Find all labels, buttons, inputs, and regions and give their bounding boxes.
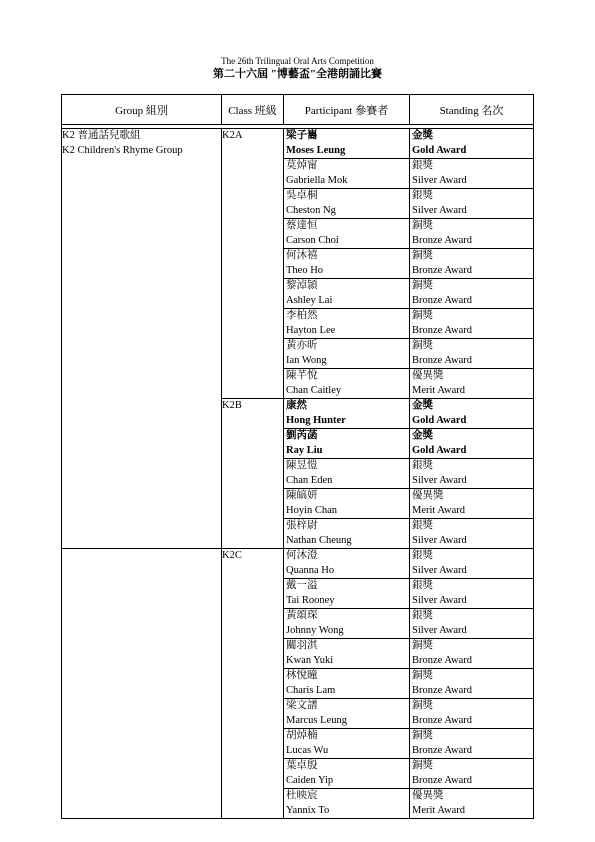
- group-name-chinese: K2 普通話兒歌組: [62, 130, 141, 141]
- participant-name-chinese: 李柏然: [286, 310, 318, 321]
- column-header-class: Class 班級: [222, 95, 284, 125]
- award-english: Bronze Award: [412, 354, 472, 366]
- standing-cell: [410, 639, 534, 669]
- participant-cell: [284, 699, 410, 729]
- award-english: Merit Award: [412, 804, 465, 816]
- participant-name-chinese: 陳芊悅: [286, 370, 318, 381]
- award-chinese: 金獎: [412, 130, 433, 141]
- results-body: [62, 129, 534, 819]
- award-english: Bronze Award: [412, 654, 472, 666]
- participant-cell: [284, 309, 410, 339]
- participant-name-english: Ashley Lai: [286, 294, 333, 306]
- award-english: Silver Award: [412, 564, 467, 576]
- standing-cell: [410, 549, 534, 579]
- participant-name-english: Ray Liu: [286, 444, 323, 456]
- participant-name-chinese: 黎淖頴: [286, 280, 318, 291]
- class-cell: K2A: [222, 129, 284, 399]
- participant-name-chinese: 梁文譜: [286, 700, 318, 711]
- award-chinese: 金獎: [412, 430, 433, 441]
- award-english: Silver Award: [412, 174, 467, 186]
- standing-cell: [410, 759, 534, 789]
- participant-cell: [284, 729, 410, 759]
- participant-name-english: Carson Choi: [286, 234, 339, 246]
- standing-cell: [410, 579, 534, 609]
- award-chinese: 銅獎: [412, 220, 433, 231]
- group-cell: [62, 129, 222, 549]
- participant-cell: [284, 249, 410, 279]
- award-chinese: 銀獎: [412, 520, 433, 531]
- participant-cell: [284, 549, 410, 579]
- participant-name-english: Chan Caitley: [286, 384, 342, 396]
- award-english: Silver Award: [412, 624, 467, 636]
- participant-name-english: Caiden Yip: [286, 774, 334, 786]
- award-chinese: 銅獎: [412, 250, 433, 261]
- group-name-english: K2 Children's Rhyme Group: [62, 144, 183, 156]
- award-english: Bronze Award: [412, 324, 472, 336]
- participant-cell: [284, 579, 410, 609]
- award-english: Gold Award: [412, 444, 467, 456]
- participant-cell: [284, 369, 410, 399]
- standing-cell: [410, 789, 534, 819]
- participant-name-english: Johnny Wong: [286, 624, 344, 636]
- participant-name-english: Moses Leung: [286, 144, 346, 156]
- participant-cell: [284, 189, 410, 219]
- award-english: Merit Award: [412, 384, 465, 396]
- participant-name-chinese: 康然: [286, 400, 307, 411]
- standing-cell: [410, 129, 534, 159]
- award-chinese: 銀獎: [412, 610, 433, 621]
- participant-cell: [284, 399, 410, 429]
- participant-cell: [284, 609, 410, 639]
- participant-name-english: Theo Ho: [286, 264, 324, 276]
- award-chinese: 銅獎: [412, 310, 433, 321]
- standing-cell: [410, 159, 534, 189]
- participant-cell: [284, 459, 410, 489]
- award-chinese: 優異獎: [412, 370, 444, 381]
- participant-cell: [284, 129, 410, 159]
- table-header-row: [62, 95, 534, 125]
- participant-cell: [284, 789, 410, 819]
- participant-name-chinese: 關羽淇: [286, 640, 318, 651]
- participant-name-english: Hayton Lee: [286, 324, 336, 336]
- award-chinese: 優異獎: [412, 490, 444, 501]
- participant-name-chinese: 吳卓桐: [286, 190, 318, 201]
- participant-name-english: Charis Lam: [286, 684, 336, 696]
- class-cell: K2B: [222, 399, 284, 549]
- standing-cell: [410, 729, 534, 759]
- participant-cell: [284, 669, 410, 699]
- participant-name-chinese: 黃頌琛: [286, 610, 318, 621]
- column-header-standing: Standing 名次: [410, 95, 534, 125]
- standing-cell: [410, 459, 534, 489]
- award-english: Bronze Award: [412, 294, 472, 306]
- award-english: Silver Award: [412, 594, 467, 606]
- participant-cell: [284, 429, 410, 459]
- participant-name-chinese: 蔡達恒: [286, 220, 318, 231]
- participant-name-english: Chan Eden: [286, 474, 333, 486]
- participant-name-english: Gabriella Mok: [286, 174, 348, 186]
- standing-cell: [410, 249, 534, 279]
- award-chinese: 銅獎: [412, 760, 433, 771]
- standing-cell: [410, 609, 534, 639]
- standing-cell: [410, 489, 534, 519]
- participant-name-english: Cheston Ng: [286, 204, 336, 216]
- standing-cell: [410, 519, 534, 549]
- standing-cell: [410, 699, 534, 729]
- table-row: [62, 129, 534, 159]
- participant-cell: [284, 639, 410, 669]
- competition-title-english: The 26th Trilingual Oral Arts Competition: [221, 56, 374, 66]
- group-cell: [62, 549, 222, 819]
- award-english: Gold Award: [412, 144, 467, 156]
- award-english: Bronze Award: [412, 774, 472, 786]
- participant-cell: [284, 279, 410, 309]
- standing-cell: [410, 429, 534, 459]
- participant-name-chinese: 黃亦昕: [286, 340, 318, 351]
- award-english: Silver Award: [412, 534, 467, 546]
- participant-name-english: Quanna Ho: [286, 564, 335, 576]
- award-chinese: 銀獎: [412, 160, 433, 171]
- participant-name-chinese: 陳昱愷: [286, 460, 318, 471]
- participant-name-chinese: 張梓尉: [286, 520, 318, 531]
- standing-cell: [410, 399, 534, 429]
- participant-name-english: Hong Hunter: [286, 414, 346, 426]
- award-chinese: 銀獎: [412, 580, 433, 591]
- participant-cell: [284, 339, 410, 369]
- standing-cell: [410, 369, 534, 399]
- participant-name-english: Kwan Yuki: [286, 654, 334, 666]
- participant-name-english: Ian Wong: [286, 354, 327, 366]
- award-chinese: 銅獎: [412, 640, 433, 651]
- participant-name-chinese: 林悅曈: [286, 670, 318, 681]
- award-english: Silver Award: [412, 474, 467, 486]
- participant-name-chinese: 陳皜妍: [286, 490, 318, 501]
- table-row: [62, 549, 534, 579]
- participant-cell: [284, 159, 410, 189]
- participant-name-chinese: 梁子巂: [286, 130, 318, 141]
- participant-name-english: Tai Rooney: [286, 594, 335, 606]
- award-chinese: 銅獎: [412, 670, 433, 681]
- participant-name-chinese: 杜映宸: [286, 790, 318, 801]
- award-chinese: 銀獎: [412, 190, 433, 201]
- participant-name-english: Marcus Leung: [286, 714, 347, 726]
- standing-cell: [410, 219, 534, 249]
- award-chinese: 銀獎: [412, 460, 433, 471]
- award-chinese: 銅獎: [412, 730, 433, 741]
- standing-cell: [410, 339, 534, 369]
- standing-cell: [410, 669, 534, 699]
- results-table: [61, 94, 534, 819]
- class-cell: K2C: [222, 549, 284, 819]
- participant-name-chinese: 胡焯楠: [286, 730, 318, 741]
- column-header-participant: Participant 參賽者: [284, 95, 410, 125]
- participant-cell: [284, 519, 410, 549]
- participant-name-chinese: 戴一溢: [286, 580, 318, 591]
- award-chinese: 優異獎: [412, 790, 444, 801]
- award-chinese: 銅獎: [412, 700, 433, 711]
- award-english: Gold Award: [412, 414, 467, 426]
- participant-name-chinese: 莫焯甯: [286, 160, 318, 171]
- participant-name-chinese: 何沐澄: [286, 550, 318, 561]
- award-english: Merit Award: [412, 504, 465, 516]
- participant-name-english: Nathan Cheung: [286, 534, 352, 546]
- award-chinese: 金獎: [412, 400, 433, 411]
- award-chinese: 銅獎: [412, 340, 433, 351]
- participant-cell: [284, 219, 410, 249]
- standing-cell: [410, 279, 534, 309]
- column-header-group: Group 組別: [62, 95, 222, 125]
- participant-cell: [284, 759, 410, 789]
- participant-name-chinese: 何沐禧: [286, 250, 318, 261]
- participant-name-chinese: 劉芮菡: [286, 430, 318, 441]
- participant-name-english: Lucas Wu: [286, 744, 329, 756]
- award-english: Silver Award: [412, 204, 467, 216]
- award-chinese: 銅獎: [412, 280, 433, 291]
- participant-cell: [284, 489, 410, 519]
- award-english: Bronze Award: [412, 234, 472, 246]
- participant-name-english: Yannix To: [286, 804, 330, 816]
- standing-cell: [410, 309, 534, 339]
- participant-name-chinese: 葉卓殷: [286, 760, 318, 771]
- award-english: Bronze Award: [412, 684, 472, 696]
- award-english: Bronze Award: [412, 264, 472, 276]
- participant-name-english: Hoyin Chan: [286, 504, 338, 516]
- award-english: Bronze Award: [412, 744, 472, 756]
- award-english: Bronze Award: [412, 714, 472, 726]
- standing-cell: [410, 189, 534, 219]
- competition-title-chinese: 第二十六屆 "博藝盃"全港朗誦比賽: [213, 68, 382, 80]
- award-chinese: 銀獎: [412, 550, 433, 561]
